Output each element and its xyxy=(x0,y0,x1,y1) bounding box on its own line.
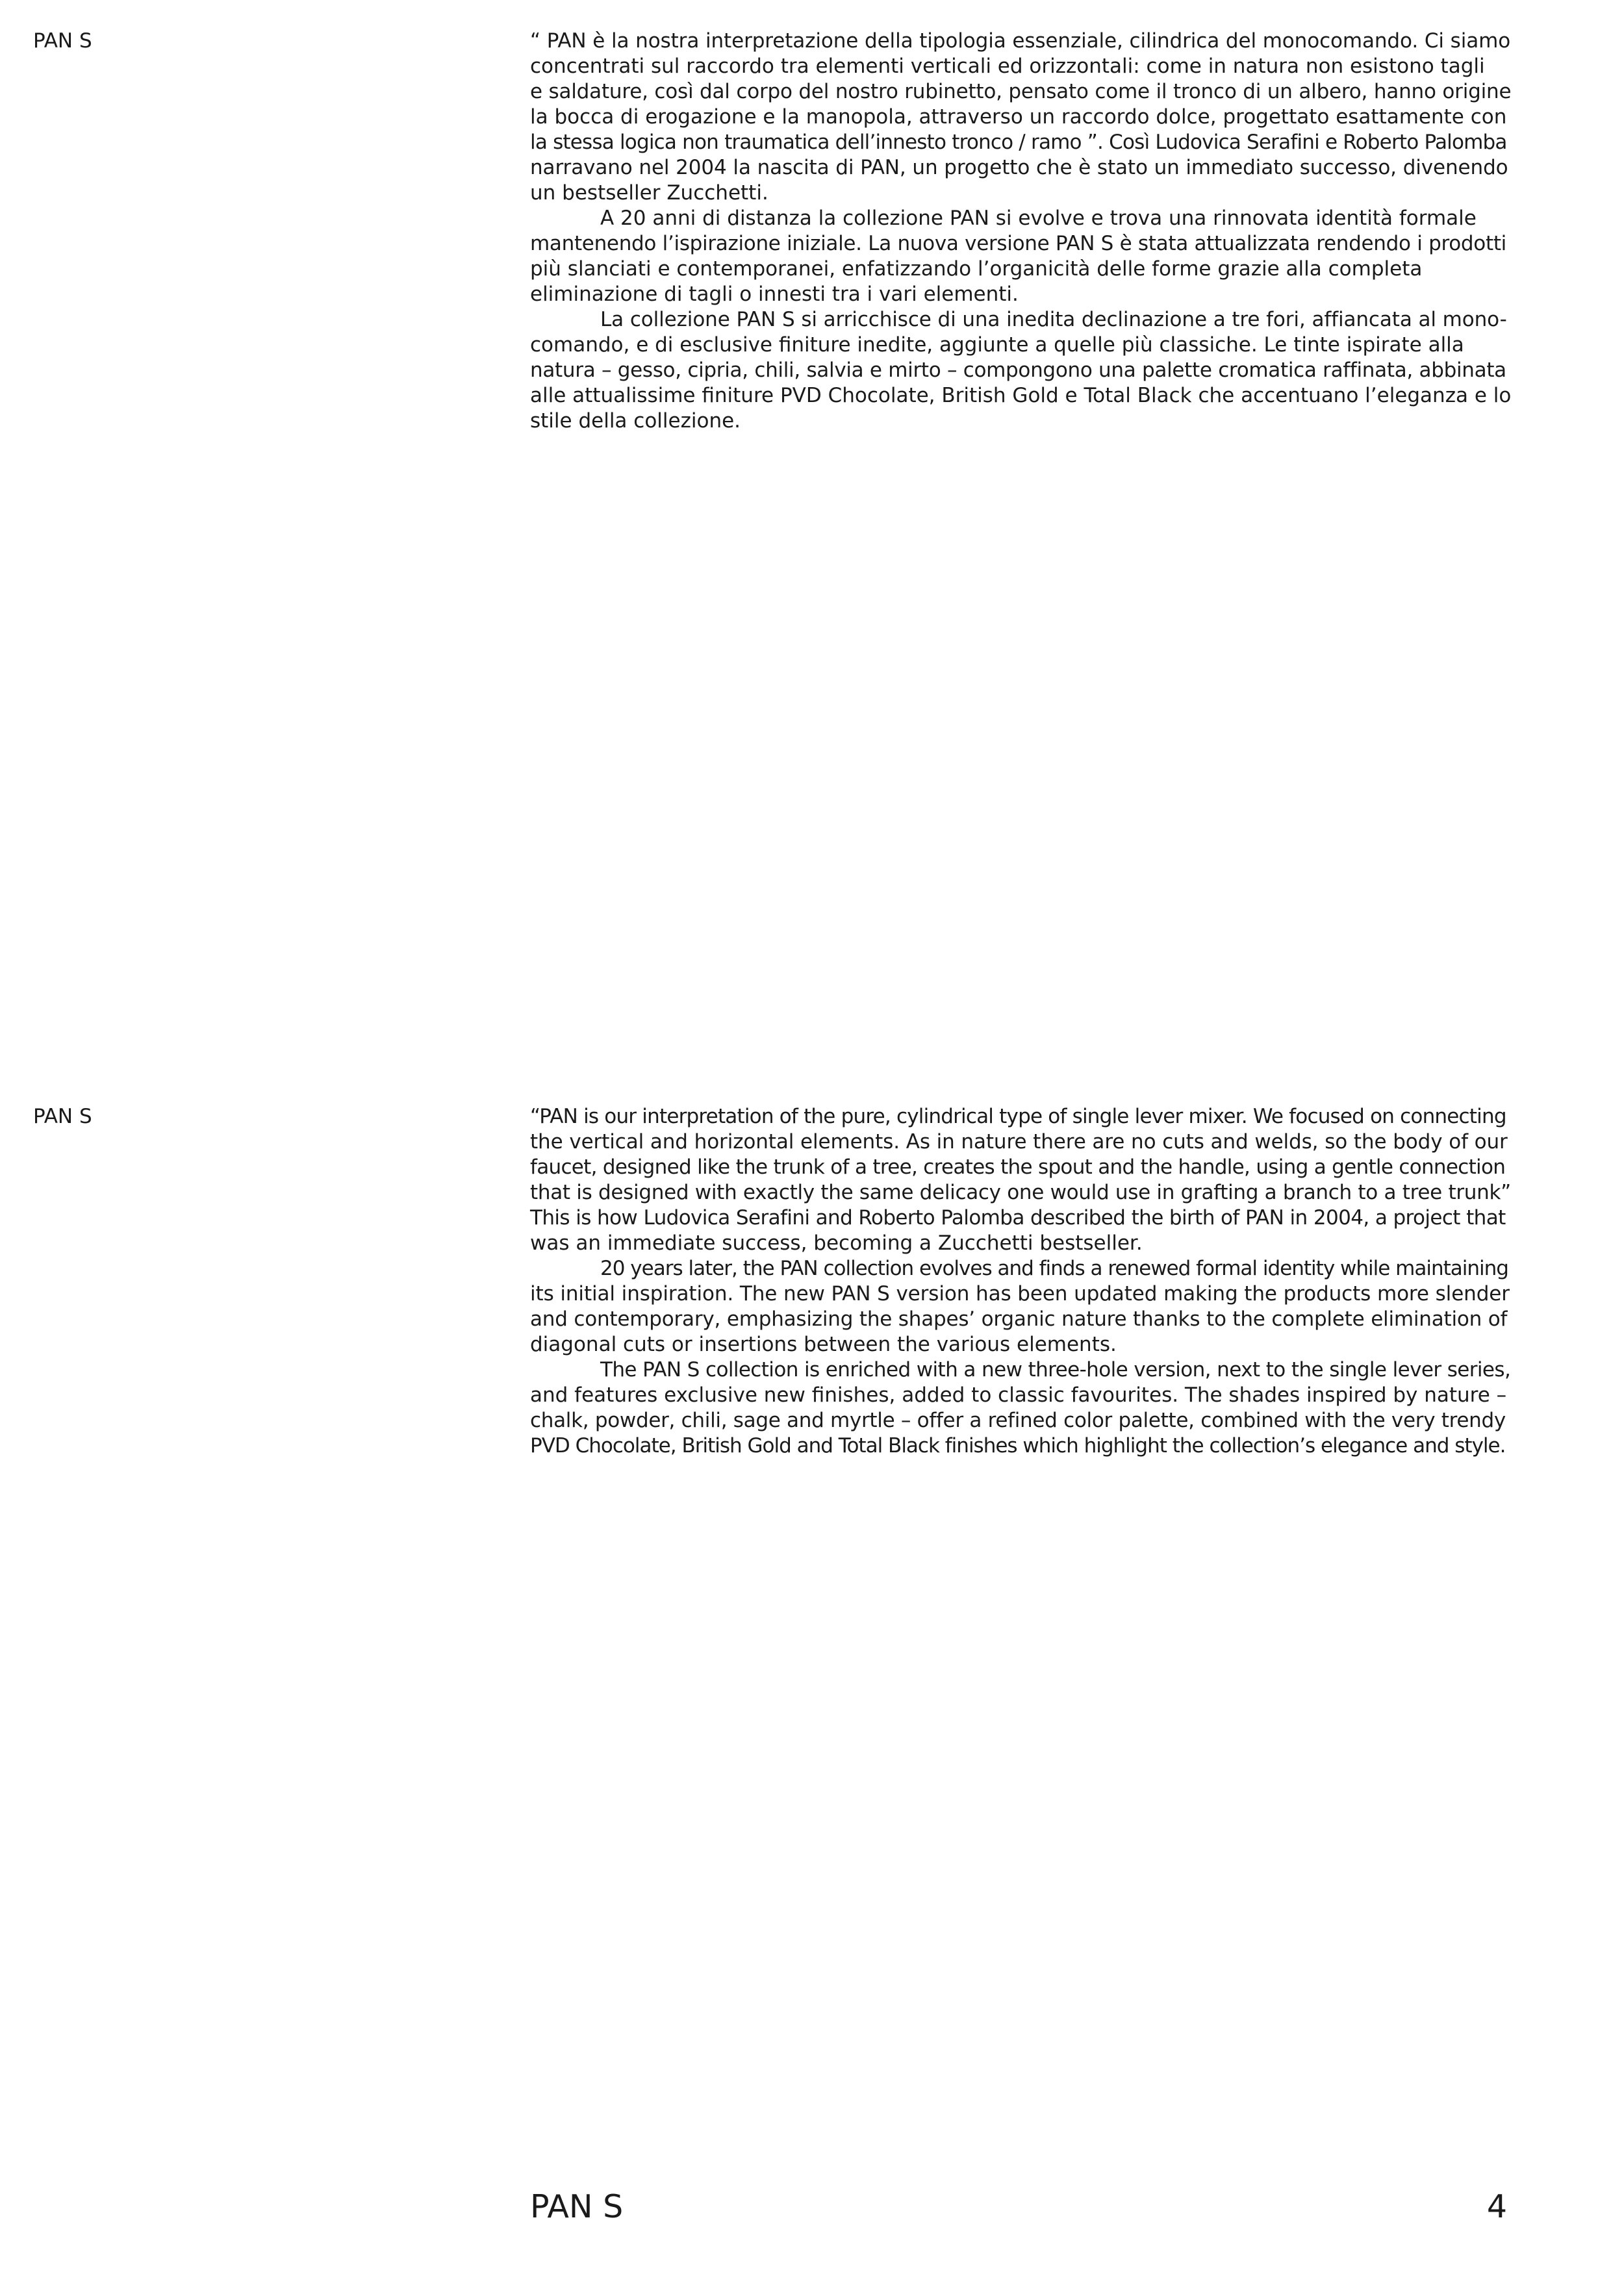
text-line: alle attualissime finiture PVD Chocolate, British Gold e Total Black che accentuano l’eleganza e lo xyxy=(530,384,1512,407)
text-line: comando, e di esclusive finiture inedite, aggiunte a quelle più classiche. Le tinte ispirate alla xyxy=(530,333,1464,357)
text-line: narravano nel 2004 la nascita di PAN, un progetto che è stato un immediato successo, divenendo xyxy=(530,156,1508,179)
text-line: The PAN S collection is enriched with a new three-hole version, next to the single lever series, xyxy=(600,1358,1511,1381)
text-line: diagonal cuts or insertions between the various elements. xyxy=(530,1333,1117,1356)
section-label-italian: PAN S xyxy=(33,29,92,53)
text-line: This is how Ludovica Serafini and Roberto Palomba described the birth of PAN in 2004, a project that xyxy=(530,1206,1506,1230)
text-line: eliminazione di tagli o innesti tra i vari elementi. xyxy=(530,283,1019,306)
text-line: la stessa logica non traumatica dell’innesto tronco / ramo ”. Così Ludovica Serafini e Roberto Palomba xyxy=(530,131,1507,154)
text-line: concentrati sul raccordo tra elementi verticali ed orizzontali: come in natura non esistono tagli xyxy=(530,55,1485,78)
text-line: 20 years later, the PAN collection evolves and finds a renewed formal identity while maintaining xyxy=(600,1257,1508,1280)
text-line: “ PAN è la nostra interpretazione della tipologia essenziale, cilindrica del monocomando. Ci siamo xyxy=(530,29,1511,53)
text-line: più slanciati e contemporanei, enfatizzando l’organicità delle forme grazie alla completa xyxy=(530,257,1423,281)
text-line: that is designed with exactly the same delicacy one would use in grafting a branch to a tree trunk” xyxy=(530,1181,1511,1204)
footer-title: PAN S xyxy=(530,2188,624,2225)
section-label-english: PAN S xyxy=(33,1105,92,1128)
text-line: La collezione PAN S si arricchisce di una inedita declinazione a tre fori, affiancata al mono- xyxy=(600,308,1507,331)
text-line: and contemporary, emphasizing the shapes’ organic nature thanks to the complete elimination of xyxy=(530,1307,1508,1331)
text-line: faucet, designed like the trunk of a tree, creates the spout and the handle, using a gentle connection xyxy=(530,1155,1506,1179)
text-line: stile della collezione. xyxy=(530,409,741,433)
italian-text-block xyxy=(530,29,1511,434)
text-line: e saldature, così dal corpo del nostro rubinetto, pensato come il tronco di un albero, hanno origine xyxy=(530,80,1512,103)
english-text-block xyxy=(530,1104,1511,1459)
text-line: A 20 anni di distanza la collezione PAN si evolve e trova una rinnovata identità formale xyxy=(600,207,1477,230)
text-line: and features exclusive new finishes, added to classic favourites. The shades inspired by nature – xyxy=(530,1383,1507,1407)
text-line: la bocca di erogazione e la manopola, attraverso un raccordo dolce, progettato esattamente con xyxy=(530,105,1507,129)
text-line: the vertical and horizontal elements. As in nature there are no cuts and welds, so the body of our xyxy=(530,1130,1508,1154)
text-line: un bestseller Zucchetti. xyxy=(530,181,768,205)
page-number: 4 xyxy=(1486,2188,1507,2225)
text-line: “PAN is our interpretation of the pure, cylindrical type of single lever mixer. We focused on connecting xyxy=(530,1105,1506,1128)
text-line: PVD Chocolate, British Gold and Total Black finishes which highlight the collection’s elegance and style. xyxy=(530,1434,1506,1457)
text-line: was an immediate success, becoming a Zucchetti bestseller. xyxy=(530,1231,1143,1255)
text-line: its initial inspiration. The new PAN S version has been updated making the products more slender xyxy=(530,1282,1510,1306)
text-line: natura – gesso, cipria, chili, salvia e mirto – compongono una palette cromatica raffinata, abbinata xyxy=(530,359,1506,382)
text-line: mantenendo l’ispirazione iniziale. La nuova versione PAN S è stata attualizzata rendendo i prodotti xyxy=(530,232,1506,255)
text-line: chalk, powder, chili, sage and myrtle – offer a refined color palette, combined with the very trendy xyxy=(530,1409,1506,1432)
